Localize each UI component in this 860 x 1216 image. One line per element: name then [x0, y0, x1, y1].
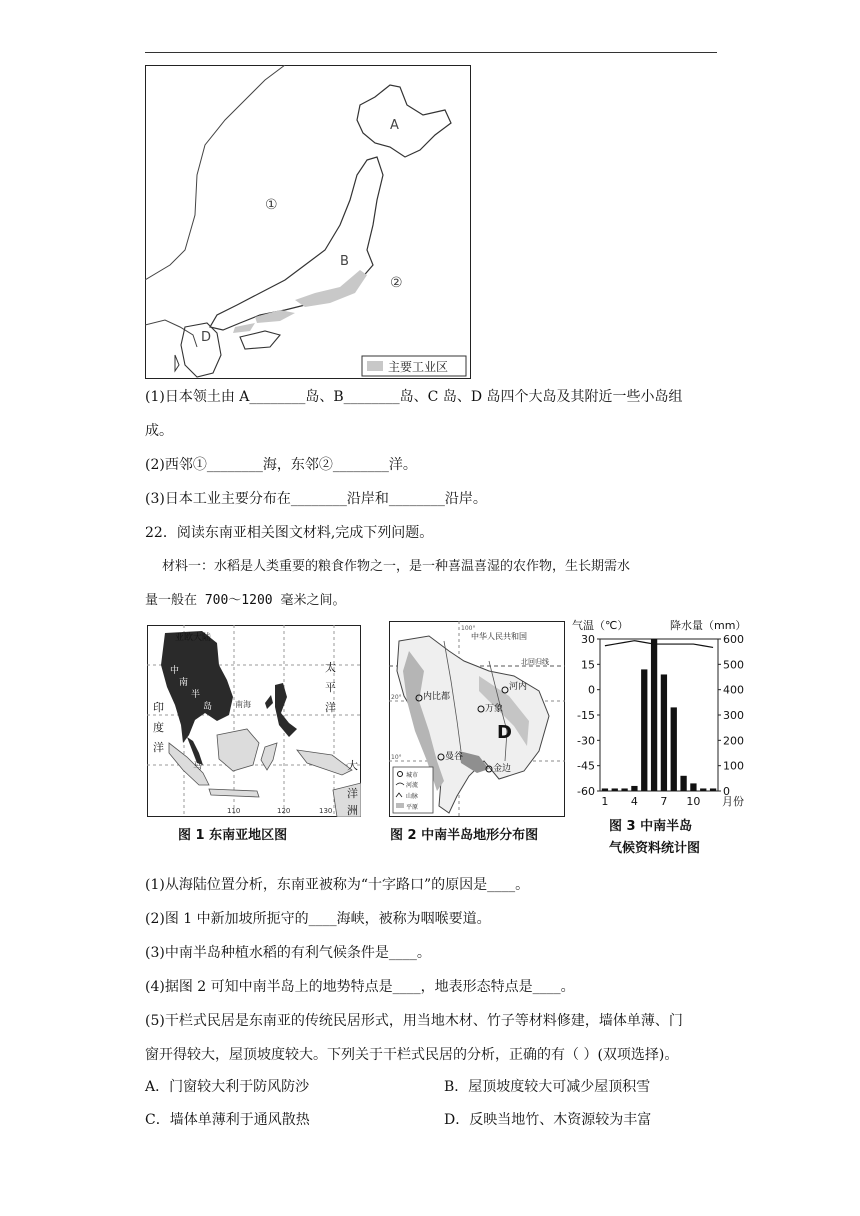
option-d[interactable]: D．反映当地竹、木资源较为丰富 [444, 1112, 652, 1128]
q22-title: 22．阅读东南亚相关图文材料,完成下列问题。 [145, 525, 434, 541]
label-nan: 南 [179, 678, 189, 688]
legend-mountain: 山脉 [406, 793, 419, 800]
month-axis-unit: 月份 [722, 795, 744, 808]
precipitation-tick-label: 200 [723, 734, 744, 748]
option-b[interactable]: B．屋顶坡度较大可减少屋顶积雪 [444, 1079, 651, 1095]
precipitation-bar [651, 639, 657, 791]
option-a[interactable]: A．门窗较大利于防风防沙 [145, 1079, 310, 1095]
precipitation-tick-label: 100 [723, 759, 744, 773]
temperature-tick-label: -30 [577, 734, 595, 748]
label-vientiane: 万象 [485, 704, 504, 714]
label-tropic: 北回归线 [521, 658, 549, 666]
q21-sub1: (1)日本领土由 A________岛、B________岛、C 岛、D 岛四个大岛及其附近一些小岛组 [145, 389, 683, 405]
q22-material-1: 材料一：水稻是人类重要的粮食作物之一，是一种喜温喜湿的农作物，生长期需水 [162, 559, 631, 574]
label-circle-1: ① [265, 197, 278, 213]
label-lon-120: 120 [277, 807, 291, 815]
label-eurasia: 亚欧大陆 [175, 633, 212, 643]
precipitation-bar [641, 669, 647, 791]
figure-2-indochina-terrain-map [389, 621, 565, 817]
legend-city: 城市 [406, 772, 419, 779]
month-tick-label: 1 [601, 795, 609, 808]
precipitation-bar [671, 707, 677, 791]
label-lat-20: 20° [391, 694, 402, 701]
q22-material-2: 量一般在 700～1200 毫米之间。 [145, 593, 346, 608]
header-rule [145, 52, 717, 53]
precipitation-tick-label: 500 [723, 658, 744, 672]
label-yin: 印 [153, 701, 164, 714]
month-tick-label: 7 [660, 795, 668, 808]
label-hanoi: 河内 [509, 682, 528, 692]
precipitation-bar [621, 788, 627, 791]
temperature-tick-label: -45 [577, 759, 595, 773]
precipitation-bar [602, 788, 608, 791]
label-naypyidaw: 内比都 [423, 692, 451, 702]
plot-frame [600, 639, 718, 791]
temperature-tick-label: 30 [581, 633, 595, 646]
q21-sub1-cont: 成。 [145, 423, 173, 439]
label-yang2: 洋 [153, 741, 164, 754]
temperature-tick-label: -60 [577, 785, 595, 798]
label-da: 大 [347, 759, 358, 772]
label-ping: 平 [325, 681, 336, 694]
temperature-axis-label: 气温（℃） [572, 619, 629, 632]
q22-sub4: (4)据图 2 可知中南半岛上的地势特点是____，地表形态特点是____。 [145, 979, 575, 995]
label-circle-2: ② [390, 275, 403, 291]
temperature-tick-label: 15 [581, 658, 595, 672]
option-c[interactable]: C．墙体单薄利于通风散热 [145, 1112, 310, 1128]
precipitation-tick-label: 0 [723, 785, 730, 798]
label-lon-130: 130 [319, 807, 333, 815]
precipitation-bar [710, 788, 716, 791]
label-lon-100: 100° [461, 625, 476, 632]
temperature-tick-label: -15 [577, 709, 595, 722]
q22-sub2: (2)图 1 中新加坡所扼守的____海峡，被称为咽喉要道。 [145, 911, 491, 927]
precipitation-bar [631, 786, 637, 791]
q22-sub5-line-1: (5)干栏式民居是东南亚的传统民居形式，用当地木材、竹子等材料修建，墙体单薄、门 [145, 1013, 683, 1029]
legend-river: 河流 [406, 782, 419, 789]
label-ma: 马 [193, 762, 203, 772]
label-yang3: 洋 [347, 787, 358, 800]
q21-sub2: (2)西邻①________海，东邻②________洋。 [145, 457, 417, 473]
precipitation-tick-label: 400 [723, 683, 744, 697]
q22-sub5-line-2: 窗开得较大，屋顶坡度较大。下列关于干栏式民居的分析，正确的有（ ）(双项选择)。 [145, 1047, 679, 1063]
precipitation-bar [661, 674, 667, 791]
precipitation-bar [690, 783, 696, 791]
label-yang: 洋 [325, 701, 336, 714]
precipitation-axis-label: 降水量（mm） [670, 619, 747, 632]
label-a: A [390, 118, 399, 133]
figure-3-caption-line-1: 图 3 中南半岛 [609, 819, 693, 834]
q22-sub1: (1)从海陆位置分析，东南亚被称为“十字路口”的原因是____。 [145, 877, 530, 893]
label-lon-110: 110 [227, 807, 241, 815]
label-d-region: D [497, 722, 512, 743]
precipitation-tick-label: 600 [723, 633, 744, 646]
label-b: B [340, 254, 349, 269]
legend-industrial-zone: 主要工业区 [388, 360, 449, 374]
temperature-line [605, 641, 713, 648]
label-south-china-sea: 南海 [235, 700, 251, 709]
figure-2-caption: 图 2 中南半岛地形分布图 [390, 828, 539, 843]
label-lat-10: 10° [391, 754, 402, 761]
label-tai: 太 [325, 661, 336, 674]
label-du: 度 [153, 721, 164, 734]
precipitation-bar [700, 788, 706, 791]
figure-3-caption-line-2: 气候资料统计图 [609, 841, 701, 856]
japan-map [145, 65, 471, 379]
figure-3-climate-chart [570, 617, 750, 809]
month-tick-label: 10 [686, 795, 701, 808]
label-dao: 岛 [203, 702, 213, 712]
figure-1-southeast-asia-map [147, 625, 361, 817]
label-ban: 半 [191, 690, 201, 700]
legend-plain: 平原 [406, 804, 419, 811]
precipitation-tick-label: 300 [723, 709, 744, 722]
precipitation-bar [680, 776, 686, 791]
q22-sub3: (3)中南半岛种植水稻的有利气候条件是____。 [145, 945, 431, 961]
q21-sub3: (3)日本工业主要分布在________沿岸和________沿岸。 [145, 491, 487, 507]
label-d: D [201, 330, 212, 345]
label-phnom-penh: 金边 [493, 764, 512, 774]
precipitation-bar [612, 788, 618, 791]
month-tick-label: 4 [630, 795, 638, 808]
label-bangkok: 曼谷 [445, 752, 464, 762]
label-zhou: 洲 [347, 804, 358, 817]
temperature-tick-label: 0 [588, 683, 595, 697]
label-zhong: 中 [170, 666, 180, 676]
figure-1-caption: 图 1 东南亚地区图 [178, 828, 288, 843]
label-china: 中华人民共和国 [471, 632, 527, 641]
